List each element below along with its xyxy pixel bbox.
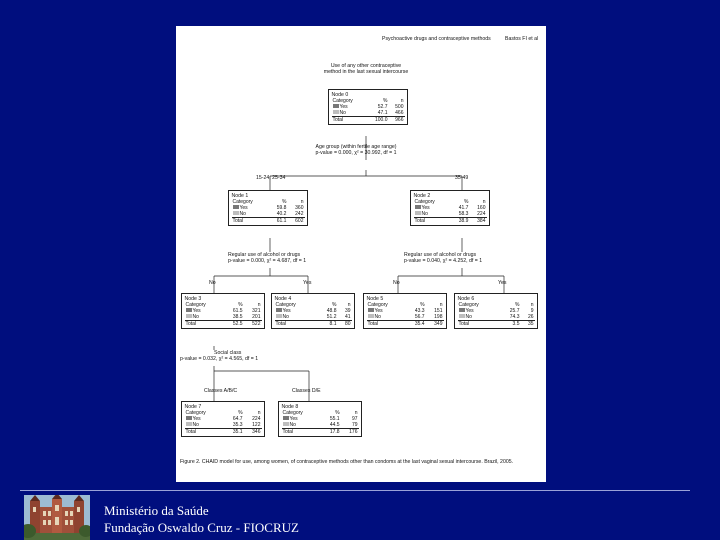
tree-node-1 [228, 190, 308, 226]
category-header: Category [414, 198, 435, 205]
split-alcohol-right [404, 252, 482, 264]
yes-pct: 52.7 [377, 103, 388, 110]
no-swatch [283, 422, 289, 426]
yes-pct: 25.7 [509, 307, 520, 314]
category-header: Category [185, 409, 206, 416]
footer-divider [20, 490, 690, 491]
yes-swatch [415, 205, 421, 209]
n-header: n [257, 301, 261, 308]
yes-pct: 55.1 [329, 415, 340, 422]
tree-node-8 [278, 401, 362, 437]
node-id: Node 8 [281, 403, 299, 410]
node-table [275, 302, 352, 327]
yes-swatch [233, 205, 239, 209]
no-pct: 51.2 [326, 313, 337, 320]
split-statistics: p-value = 0.032, χ² = 4.565, df = 1 [180, 356, 259, 363]
split-variable: Regular use of alcohol or drugs [228, 252, 301, 258]
yes-label: Yes [192, 415, 201, 422]
n-header: n [482, 198, 486, 205]
node-table [458, 302, 535, 327]
no-pct: 56.7 [414, 313, 425, 320]
yes-n: 321 [252, 307, 261, 314]
no-swatch [276, 314, 282, 318]
no-n: 41 [344, 313, 351, 320]
footer-foundation: Fundação Oswaldo Cruz - FIOCRUZ [104, 520, 299, 535]
split-variable: Regular use of alcohol or drugs [404, 252, 477, 258]
total-label: Total [458, 320, 499, 327]
total-n: 80 [337, 320, 351, 327]
n-header: n [347, 301, 351, 308]
yes-pct: 41.7 [458, 204, 469, 211]
category-header: Category [185, 301, 206, 308]
no-n: 201 [252, 313, 261, 320]
no-label: No [289, 421, 296, 428]
yes-label: Yes [339, 103, 348, 110]
yes-swatch [186, 308, 192, 312]
total-label: Total [275, 320, 316, 327]
node-table [332, 98, 405, 123]
node-table [367, 302, 444, 327]
no-swatch [186, 422, 192, 426]
no-n: 224 [477, 210, 486, 217]
yes-label: Yes [465, 307, 474, 314]
castle-illustration [24, 495, 90, 540]
split-variable: Social class [214, 350, 242, 356]
branch-label: 15-24, 25-34 [256, 175, 286, 181]
total-pct: 17.8 [320, 428, 340, 435]
node-table [232, 199, 305, 224]
branch-label: Yes [498, 280, 507, 286]
no-label: No [192, 313, 199, 320]
total-pct: 100.0 [366, 116, 388, 123]
yes-label: Yes [282, 307, 291, 314]
yes-swatch [283, 416, 289, 420]
node-id: Node 5 [366, 295, 384, 302]
category-header: Category [282, 409, 303, 416]
yes-n: 360 [295, 204, 304, 211]
no-swatch [368, 314, 374, 318]
total-label: Total [185, 428, 224, 435]
total-n: 346 [244, 428, 262, 435]
no-label: No [465, 313, 472, 320]
total-pct: 35.4 [405, 320, 425, 327]
node-id: Node 6 [457, 295, 475, 302]
total-n: 176 [341, 428, 359, 435]
no-pct: 35.3 [232, 421, 243, 428]
no-swatch [233, 211, 239, 215]
total-label: Total [232, 217, 269, 224]
node-table [185, 410, 262, 435]
no-label: No [339, 109, 346, 116]
yes-swatch [333, 104, 339, 108]
total-n: 35 [520, 320, 534, 327]
yes-n: 500 [395, 103, 404, 110]
pct-header: % [332, 301, 337, 308]
split-social-class [180, 350, 258, 362]
yes-n: 151 [434, 307, 443, 314]
split-statistics: p-value = 0.040, χ² = 4.252, df = 1 [404, 258, 483, 265]
total-n: 384 [469, 217, 486, 224]
split-age [266, 144, 446, 156]
total-pct: 61.1 [268, 217, 287, 224]
pct-header: % [282, 198, 287, 205]
total-n: 602 [287, 217, 304, 224]
figure-caption: Figure 2. CHAID model for use, among women, of contraceptive methods other than condoms at the last vaginal sexual intercourse. Brazil, 2005. [180, 459, 514, 465]
branch-label: Classes D/E [292, 388, 321, 394]
category-header: Category [458, 301, 479, 308]
pct-header: % [420, 301, 425, 308]
no-n: 26 [527, 313, 534, 320]
category-header: Category [332, 97, 353, 104]
title-line: method in the last sexual intercourse [323, 69, 409, 76]
split-statistics: p-value = 0.000, χ² = 30.992, df = 1 [315, 150, 397, 157]
figure-page [176, 26, 546, 482]
pct-header: % [238, 301, 243, 308]
yes-pct: 59.8 [276, 204, 287, 211]
no-label: No [374, 313, 381, 320]
yes-label: Yes [421, 204, 430, 211]
pct-header: % [383, 97, 388, 104]
yes-n: 39 [344, 307, 351, 314]
category-header: Category [232, 198, 253, 205]
yes-label: Yes [289, 415, 298, 422]
split-statistics: p-value = 0.000, χ² = 4.687, df = 1 [228, 258, 307, 265]
branch-label: 35-49 [455, 175, 469, 181]
yes-label: Yes [239, 204, 248, 211]
no-n: 198 [434, 313, 443, 320]
no-n: 79 [351, 421, 358, 428]
no-swatch [333, 110, 339, 114]
branch-label: No [209, 280, 216, 286]
no-n: 242 [295, 210, 304, 217]
category-header: Category [367, 301, 388, 308]
total-pct: 35.1 [223, 428, 243, 435]
node-table [414, 199, 487, 224]
yes-pct: 48.8 [326, 307, 337, 314]
running-header-authors: Bastos FI et al [505, 36, 539, 42]
pct-header: % [335, 409, 340, 416]
node-id: Node 0 [331, 91, 349, 98]
yes-swatch [459, 308, 465, 312]
yes-swatch [276, 308, 282, 312]
n-header: n [530, 301, 534, 308]
n-header: n [400, 97, 404, 104]
tree-node-6 [454, 293, 538, 329]
no-pct: 44.5 [329, 421, 340, 428]
no-pct: 40.2 [276, 210, 287, 217]
running-header: Psychoactive drugs and contraceptive methods [382, 36, 491, 42]
yes-swatch [368, 308, 374, 312]
n-header: n [257, 409, 261, 416]
no-label: No [282, 313, 289, 320]
total-pct: 38.9 [450, 217, 469, 224]
n-header: n [439, 301, 443, 308]
footer-ministry: Ministério da Saúde [104, 503, 209, 518]
node-id: Node 7 [184, 403, 202, 410]
no-swatch [415, 211, 421, 215]
total-label: Total [282, 428, 321, 435]
node-table [282, 410, 359, 435]
title-line: Use of any other contraceptive [330, 63, 402, 69]
yes-swatch [186, 416, 192, 420]
total-label: Total [332, 116, 367, 123]
no-pct: 47.1 [377, 109, 388, 116]
no-label: No [421, 210, 428, 217]
total-n: 349 [426, 320, 444, 327]
tree-node-5 [363, 293, 447, 329]
branch-label: Yes [303, 280, 312, 286]
node-id: Node 1 [231, 192, 249, 199]
tree-node-4 [271, 293, 355, 329]
tree-node-2 [410, 190, 490, 226]
no-pct: 58.3 [458, 210, 469, 217]
total-pct: 3.5 [499, 320, 521, 327]
node-table [185, 302, 262, 327]
no-pct: 38.5 [232, 313, 243, 320]
tree-node-0 [328, 89, 408, 125]
node-id: Node 4 [274, 295, 292, 302]
fiocruz-castle-logo [24, 495, 90, 540]
no-label: No [239, 210, 246, 217]
total-label: Total [185, 320, 224, 327]
tree-node-3 [181, 293, 265, 329]
no-swatch [459, 314, 465, 318]
pct-header: % [464, 198, 469, 205]
node-id: Node 2 [413, 192, 431, 199]
node-id: Node 3 [184, 295, 202, 302]
branch-label: Classes A/B/C [204, 388, 238, 394]
target-variable-title [296, 63, 436, 75]
yes-label: Yes [192, 307, 201, 314]
category-header: Category [275, 301, 296, 308]
n-header: n [300, 198, 304, 205]
split-alcohol-left [228, 252, 306, 264]
pct-header: % [515, 301, 520, 308]
total-label: Total [367, 320, 406, 327]
total-label: Total [414, 217, 451, 224]
yes-pct: 61.5 [232, 307, 243, 314]
yes-n: 9 [530, 307, 534, 314]
split-variable: Age group (within fertile age range) [315, 144, 397, 150]
no-label: No [192, 421, 199, 428]
yes-label: Yes [374, 307, 383, 314]
pct-header: % [238, 409, 243, 416]
no-n: 122 [252, 421, 261, 428]
no-n: 466 [395, 109, 404, 116]
total-pct: 8.1 [316, 320, 338, 327]
no-pct: 74.3 [509, 313, 520, 320]
yes-n: 160 [477, 204, 486, 211]
total-pct: 52.5 [223, 320, 243, 327]
no-swatch [186, 314, 192, 318]
total-n: 522 [244, 320, 262, 327]
yes-n: 224 [252, 415, 261, 422]
branch-label: No [393, 280, 400, 286]
yes-pct: 64.7 [232, 415, 243, 422]
yes-pct: 43.3 [414, 307, 425, 314]
yes-n: 97 [351, 415, 358, 422]
total-n: 966 [388, 116, 404, 123]
n-header: n [354, 409, 358, 416]
tree-node-7 [181, 401, 265, 437]
